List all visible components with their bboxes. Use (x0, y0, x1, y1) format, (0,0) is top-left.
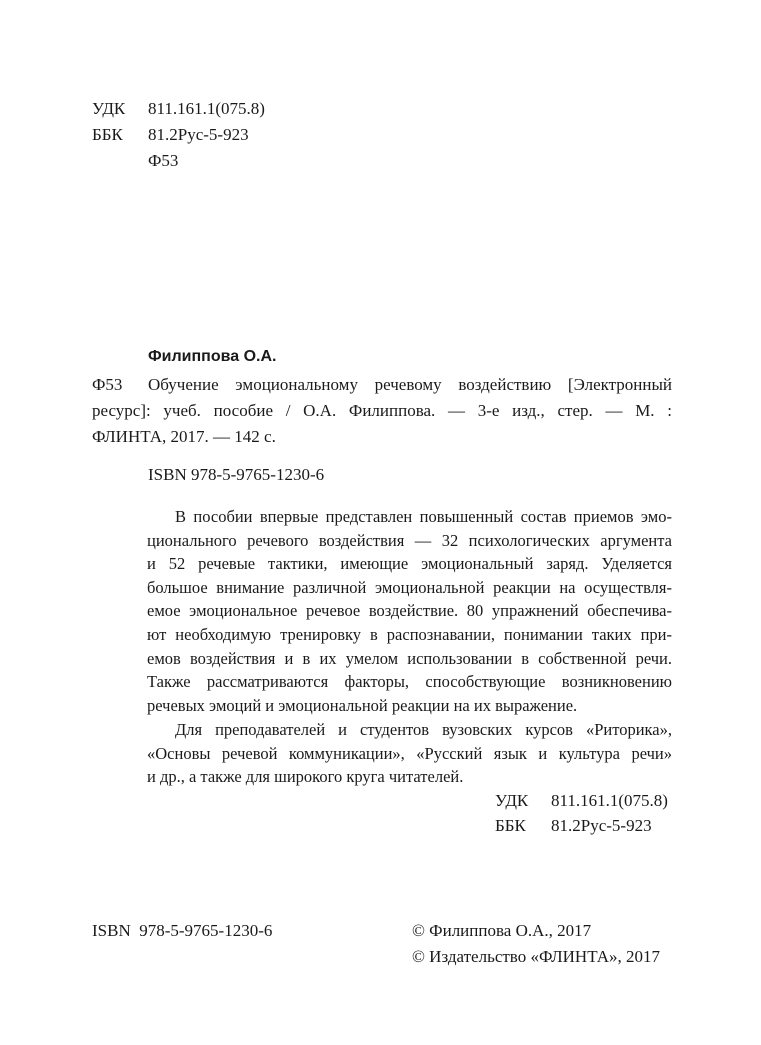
copyright-publisher: © Издательство «ФЛИНТА», 2017 (412, 947, 661, 966)
annotation-line: «Основы речевой коммуникации», «Русский язык и культура речи» (147, 743, 672, 763)
biblio-mark: Ф53 (92, 375, 123, 394)
annotation-line: емое эмоциональное речевое воздействие. 80 упражнений обеспечива- (147, 601, 672, 621)
annotation-paragraph-2 (147, 718, 672, 789)
title-line-3: ФЛИНТА, 2017. — 142 с. (92, 427, 276, 446)
udk-label: УДК (92, 99, 126, 118)
bbk-top-row (92, 124, 249, 146)
bbk-value-bottom: 81.2Рус-5-923 (551, 816, 652, 835)
annotation-line: ционального речевого воздействия — 32 психологических аргумента (147, 530, 672, 550)
udk-value-bottom: 811.161.1(075.8) (551, 791, 668, 810)
author-mark-top: Ф53 (148, 151, 179, 170)
annotation-line: и 52 речевые тактики, имеющие эмоциональный заряд. Уделяется (147, 554, 672, 574)
annotation-line: емов воздействия и в их умелом использовании в собственной речи. (147, 648, 672, 668)
annotation-line: В пособии впервые представлен повышенный состав приемов эмо- (175, 507, 672, 526)
title-line-1: Обучение эмоциональному речевому воздействию [Электронный (148, 375, 672, 394)
bbk-label: ББК (92, 125, 123, 144)
author-heading: Филиппова О.А. (148, 348, 277, 365)
udk-label-bottom: УДК (495, 791, 529, 810)
copyright-author: © Филиппова О.А., 2017 (412, 921, 592, 940)
annotation-line: Для преподавателей и студентов вузовских курсов «Риторика», (175, 720, 672, 739)
title-line-2: ресурс]: учеб. пособие / О.А. Филиппова. — 3-е изд., стер. — М. : (92, 401, 672, 420)
isbn-footer: ISBN 978-5-9765-1230-6 (92, 921, 273, 940)
udk-value: 811.161.1(075.8) (148, 99, 265, 118)
annotation-line: Также рассматриваются факторы, способствующие возникновению (147, 672, 672, 692)
annotation-line: большое внимание различной эмоциональной реакции на осуществля- (147, 577, 672, 597)
bbk-bottom-row (495, 815, 652, 837)
annotation-line: и др., а также для широкого круга читателей. (147, 767, 464, 787)
annotation-line: ют необходимую тренировку в распознавании, понимании таких при- (147, 624, 672, 644)
bbk-value: 81.2Рус-5-923 (148, 125, 249, 144)
isbn-record: ISBN 978-5-9765-1230-6 (148, 465, 325, 484)
annotation-line: речевых эмоций и эмоциональной реакции на их выражение. (147, 695, 578, 715)
bbk-label-bottom: ББК (495, 816, 526, 835)
udk-top-row (92, 98, 265, 120)
udk-bottom-row (495, 790, 668, 812)
annotation-paragraph-1 (147, 505, 672, 717)
